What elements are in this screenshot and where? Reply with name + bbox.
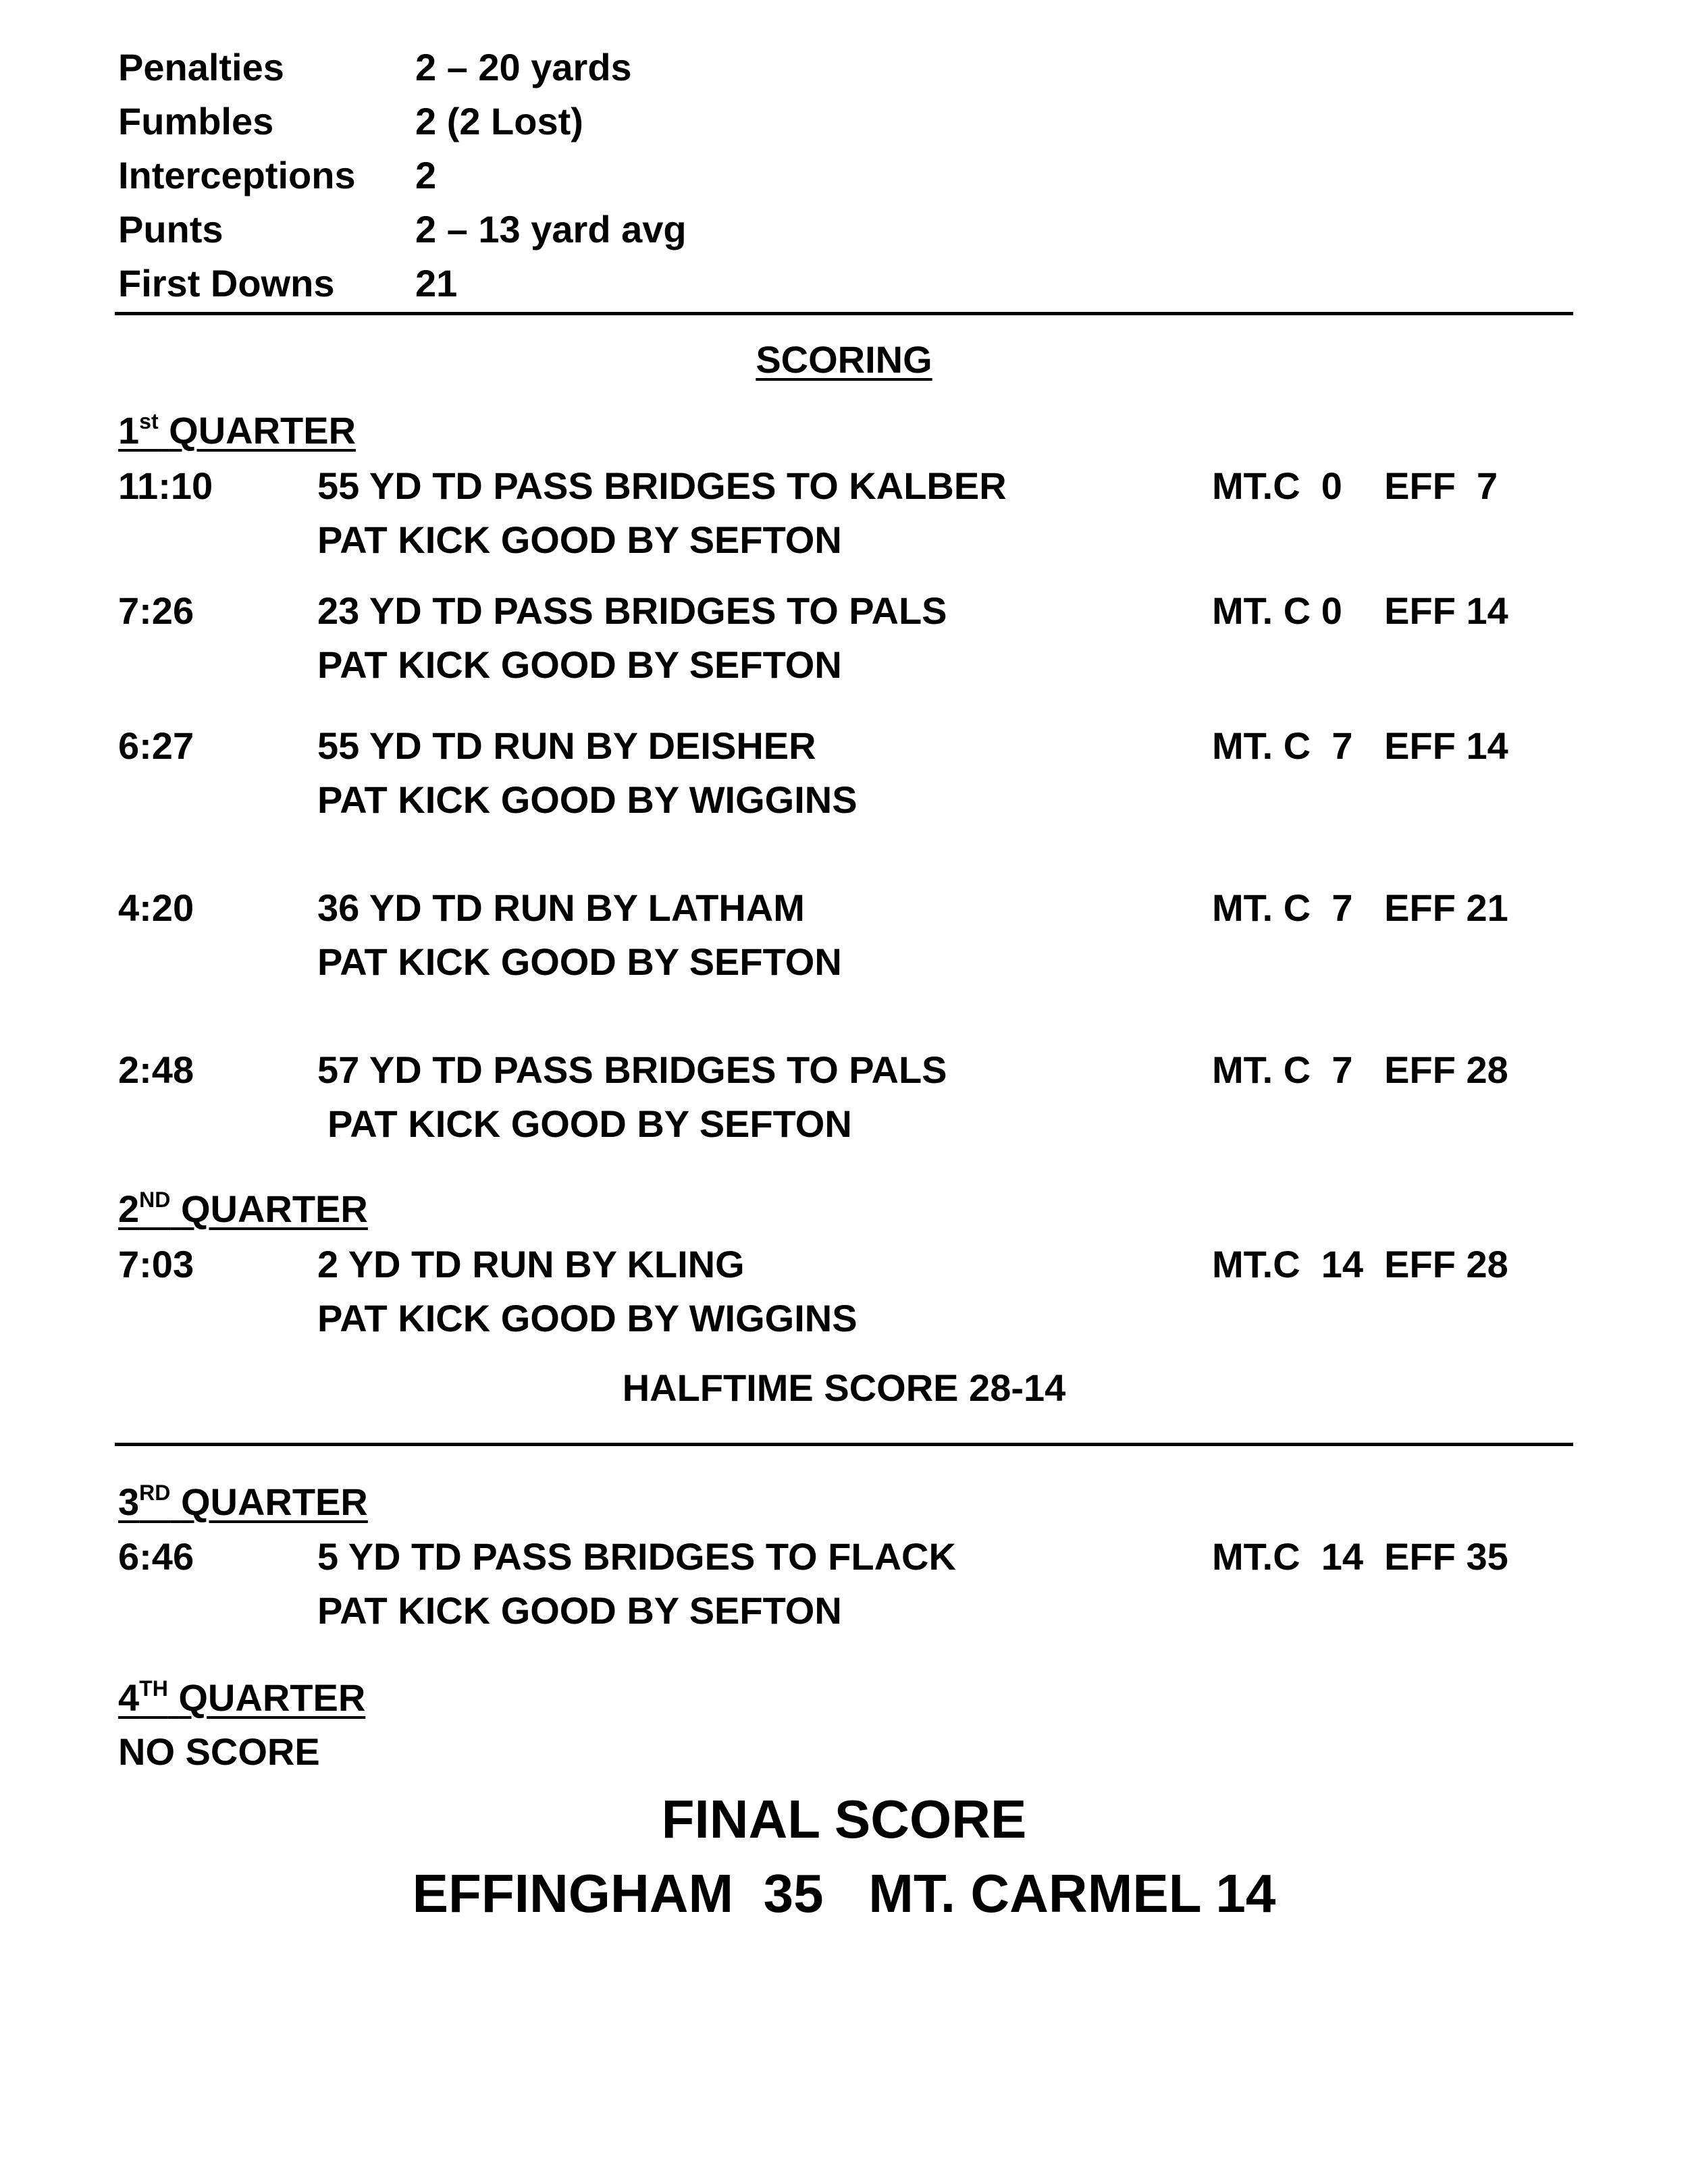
play-description: 55 YD TD PASS BRIDGES TO KALBER [317, 464, 1007, 507]
stat-value-first-downs: 21 [415, 262, 458, 304]
stat-label-punts: Punts [118, 208, 223, 250]
play-time: 7:26 [118, 589, 194, 632]
quarter-heading-3: 3RD QUARTER [118, 1481, 368, 1523]
stat-value-fumbles: 2 (2 Lost) [415, 100, 583, 142]
play-score: MT.C 14 EFF 35 [1212, 1535, 1508, 1578]
halftime-score: HALFTIME SCORE 28-14 [622, 1366, 1066, 1409]
play-pat: PAT KICK GOOD BY WIGGINS [317, 778, 858, 821]
play-score: MT. C 7 EFF 28 [1212, 1048, 1508, 1091]
play-pat: PAT KICK GOOD BY SEFTON [317, 940, 842, 983]
stat-value-interceptions: 2 [415, 154, 437, 196]
stat-label-interceptions: Interceptions [118, 154, 356, 196]
play-score: MT.C 0 EFF 7 [1212, 464, 1498, 507]
final-score-title: FINAL SCORE [661, 1789, 1027, 1849]
play-pat: PAT KICK GOOD BY SEFTON [317, 643, 842, 686]
play-time: 11:10 [118, 464, 213, 507]
play-score: MT. C 7 EFF 14 [1212, 724, 1508, 767]
play-description: 5 YD TD PASS BRIDGES TO FLACK [317, 1535, 956, 1578]
play-pat: PAT KICK GOOD BY SEFTON [317, 518, 842, 561]
stat-label-first-downs: First Downs [118, 262, 335, 304]
play-score: MT. C 7 EFF 21 [1212, 886, 1508, 929]
stat-value-punts: 2 – 13 yard avg [415, 208, 687, 250]
play-pat: PAT KICK GOOD BY SEFTON [327, 1102, 852, 1145]
play-time: 4:20 [118, 886, 194, 929]
play-description: 36 YD TD RUN BY LATHAM [317, 886, 805, 929]
stat-label-fumbles: Fumbles [118, 100, 274, 142]
play-pat: PAT KICK GOOD BY WIGGINS [317, 1297, 858, 1339]
divider-rule [115, 1443, 1573, 1446]
no-score-text: NO SCORE [118, 1730, 320, 1773]
play-description: 57 YD TD PASS BRIDGES TO PALS [317, 1048, 947, 1091]
quarter-heading-1: 1st QUARTER [118, 409, 357, 452]
quarter-heading-2: 2ND QUARTER [118, 1188, 368, 1230]
stat-label-penalties: Penalties [118, 46, 284, 88]
divider-rule [115, 312, 1573, 315]
scoring-heading-text: SCORING [756, 338, 932, 381]
play-pat: PAT KICK GOOD BY SEFTON [317, 1589, 842, 1632]
play-description: 23 YD TD PASS BRIDGES TO PALS [317, 589, 947, 632]
final-score-line: EFFINGHAM 35 MT. CARMEL 14 [412, 1863, 1276, 1923]
play-time: 6:27 [118, 724, 194, 767]
play-time: 6:46 [118, 1535, 194, 1578]
play-time: 7:03 [118, 1243, 194, 1285]
stat-value-penalties: 2 – 20 yards [415, 46, 632, 88]
play-time: 2:48 [118, 1048, 194, 1091]
quarter-heading-4: 4TH QUARTER [118, 1676, 366, 1719]
play-description: 2 YD TD RUN BY KLING [317, 1243, 745, 1285]
play-description: 55 YD TD RUN BY DEISHER [317, 724, 816, 767]
scoring-heading [0, 338, 1688, 381]
play-score: MT.C 14 EFF 28 [1212, 1243, 1508, 1285]
play-score: MT. C 0 EFF 14 [1212, 589, 1508, 632]
